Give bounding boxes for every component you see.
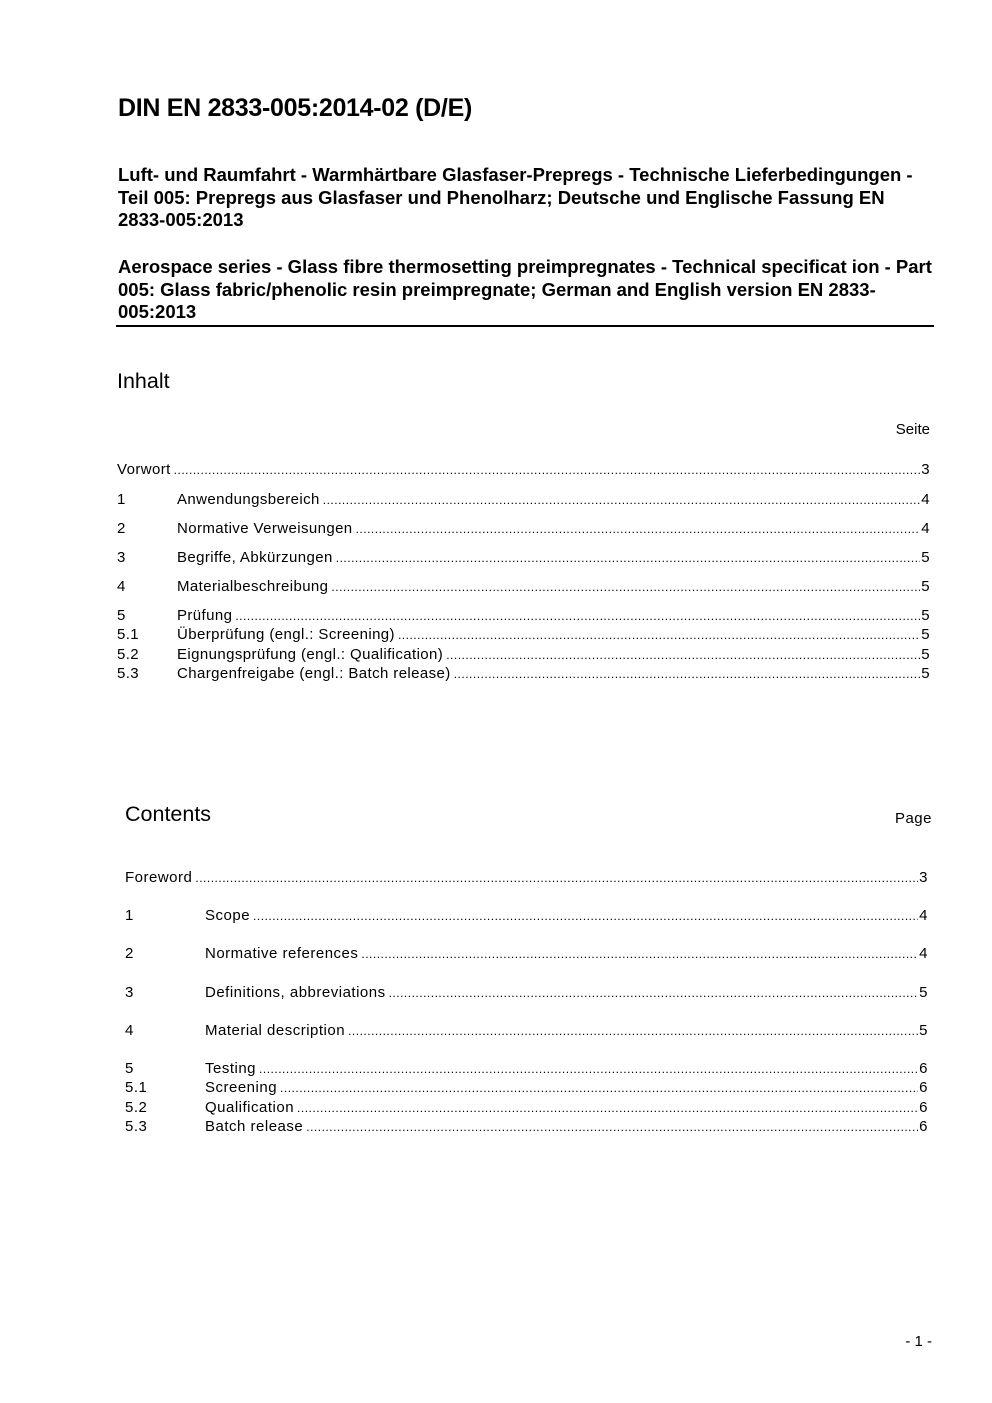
toc-entry-title: Foreword <box>125 869 193 886</box>
toc-entry-number: 2 <box>125 945 134 962</box>
toc-leader-dots <box>195 868 918 888</box>
toc-entry-title: Materialbeschreibung <box>177 578 329 595</box>
toc-entry[interactable] <box>125 1117 928 1137</box>
toc-entry-title: Überprüfung (engl.: Screening) <box>177 626 395 643</box>
toc-leader-dots <box>336 548 921 568</box>
toc-page-label-german: Seite <box>895 421 930 438</box>
toc-leader-dots <box>454 664 921 684</box>
toc-page-label-english: Page <box>894 810 932 827</box>
toc-entry-title: Scope <box>205 907 251 924</box>
toc-entry[interactable] <box>117 664 930 684</box>
toc-entry-page: 4 <box>919 907 928 924</box>
toc-entry-page: 4 <box>919 945 928 962</box>
toc-entry[interactable] <box>117 519 930 539</box>
toc-entry-number: 1 <box>125 907 134 924</box>
toc-entry-title: Testing <box>205 1060 257 1077</box>
toc-leader-dots <box>280 1078 918 1098</box>
toc-entry-number: 5.1 <box>117 626 140 643</box>
toc-entry-page: 5 <box>921 626 930 643</box>
toc-leader-dots <box>174 460 921 480</box>
toc-entry-title: Batch release <box>205 1118 304 1135</box>
toc-entry[interactable] <box>125 868 928 888</box>
toc-entry[interactable] <box>125 1078 928 1098</box>
toc-entry-page: 5 <box>921 665 930 682</box>
toc-entry-number: 4 <box>117 578 126 595</box>
toc-entry-number: 3 <box>125 984 134 1001</box>
toc-entry[interactable] <box>125 1021 928 1041</box>
toc-leader-dots <box>297 1098 918 1118</box>
toc-entry[interactable] <box>117 490 930 510</box>
toc-entry-page: 3 <box>919 869 928 886</box>
toc-entry[interactable] <box>117 577 930 597</box>
toc-leader-dots <box>389 983 919 1003</box>
toc-entry[interactable] <box>117 645 930 665</box>
toc-entry-title: Screening <box>205 1079 278 1096</box>
title-rule <box>116 325 934 327</box>
toc-entry-number: 5.3 <box>125 1118 148 1135</box>
toc-entry-title: Chargenfreigabe (engl.: Batch release) <box>177 665 451 682</box>
toc-entry-page: 5 <box>921 646 930 663</box>
toc-entry-number: 1 <box>117 491 126 508</box>
toc-entry-number: 5.2 <box>125 1099 148 1116</box>
toc-leader-dots <box>356 519 921 539</box>
toc-leader-dots <box>348 1021 918 1041</box>
toc-entry-number: 5.2 <box>117 646 140 663</box>
toc-leader-dots <box>398 625 920 645</box>
toc-entry-title: Normative Verweisungen <box>177 520 353 537</box>
title-german: Luft- und Raumfahrt - Warmhärtbare Glasfaser-Prepregs - Technische Lieferbedingungen - Teil 005: Prepregs aus Glasfaser und Phenolharz; Deutsche und Englische Fassung EN 2833-005:2013 <box>118 164 913 230</box>
toc-entry-title: Prüfung <box>177 607 233 624</box>
toc-entry-page: 5 <box>919 1022 928 1039</box>
toc-entry-number: 2 <box>117 520 126 537</box>
document-number: DIN EN 2833-005:2014-02 (D/E) <box>118 94 472 122</box>
toc-entry-page: 5 <box>921 549 930 566</box>
toc-entry-page: 4 <box>921 491 930 508</box>
toc-entry-number: 4 <box>125 1022 134 1039</box>
toc-entry-title: Definitions, abbreviations <box>205 984 386 1001</box>
toc-entry[interactable] <box>125 983 928 1003</box>
toc-entry-page: 5 <box>921 578 930 595</box>
toc-entry-title: Material description <box>205 1022 346 1039</box>
toc-entry-page: 6 <box>919 1099 928 1116</box>
toc-leader-dots <box>323 490 921 510</box>
toc-entry-page: 5 <box>919 984 928 1001</box>
toc-entry-page: 6 <box>919 1060 928 1077</box>
toc-entry[interactable] <box>117 460 930 480</box>
toc-heading-english: Contents <box>125 802 212 826</box>
toc-entry-page: 4 <box>921 520 930 537</box>
toc-entry-title: Eignungsprüfung (engl.: Qualification) <box>177 646 444 663</box>
toc-leader-dots <box>253 906 918 926</box>
toc-entry[interactable] <box>125 1059 928 1079</box>
toc-entry[interactable] <box>117 625 930 645</box>
toc-leader-dots <box>235 606 920 626</box>
toc-leader-dots <box>331 577 920 597</box>
toc-heading-german: Inhalt <box>117 369 170 393</box>
toc-entry-number: 3 <box>117 549 126 566</box>
toc-entry-title: Vorwort <box>117 461 171 478</box>
toc-entry-number: 5.3 <box>117 665 140 682</box>
page-number: - 1 - <box>905 1333 932 1350</box>
toc-entry-page: 5 <box>921 607 930 624</box>
toc-entry-title: Anwendungsbereich <box>177 491 320 508</box>
toc-leader-dots <box>259 1059 918 1079</box>
toc-entry-title: Begriffe, Abkürzungen <box>177 549 333 566</box>
toc-entry[interactable] <box>117 606 930 626</box>
toc-entry-number: 5 <box>125 1060 134 1077</box>
toc-entry-number: 5 <box>117 607 126 624</box>
toc-entry[interactable] <box>125 906 928 926</box>
toc-entry[interactable] <box>117 548 930 568</box>
toc-leader-dots <box>361 944 918 964</box>
toc-entry-page: 3 <box>921 461 930 478</box>
toc-entry[interactable] <box>125 1098 928 1118</box>
toc-entry-page: 6 <box>919 1079 928 1096</box>
toc-entry-page: 6 <box>919 1118 928 1135</box>
toc-entry[interactable] <box>125 944 928 964</box>
toc-leader-dots <box>446 645 920 665</box>
title-english: Aerospace series - Glass fibre thermosetting preimpregnates - Technical specificat ion - Part 005: Glass fabric/phenolic resin preimpregnate; German and English version EN 2833-005:2013 <box>118 256 932 322</box>
toc-entry-number: 5.1 <box>125 1079 148 1096</box>
toc-leader-dots <box>306 1117 918 1137</box>
toc-entry-title: Normative references <box>205 945 359 962</box>
toc-entry-title: Qualification <box>205 1099 295 1116</box>
